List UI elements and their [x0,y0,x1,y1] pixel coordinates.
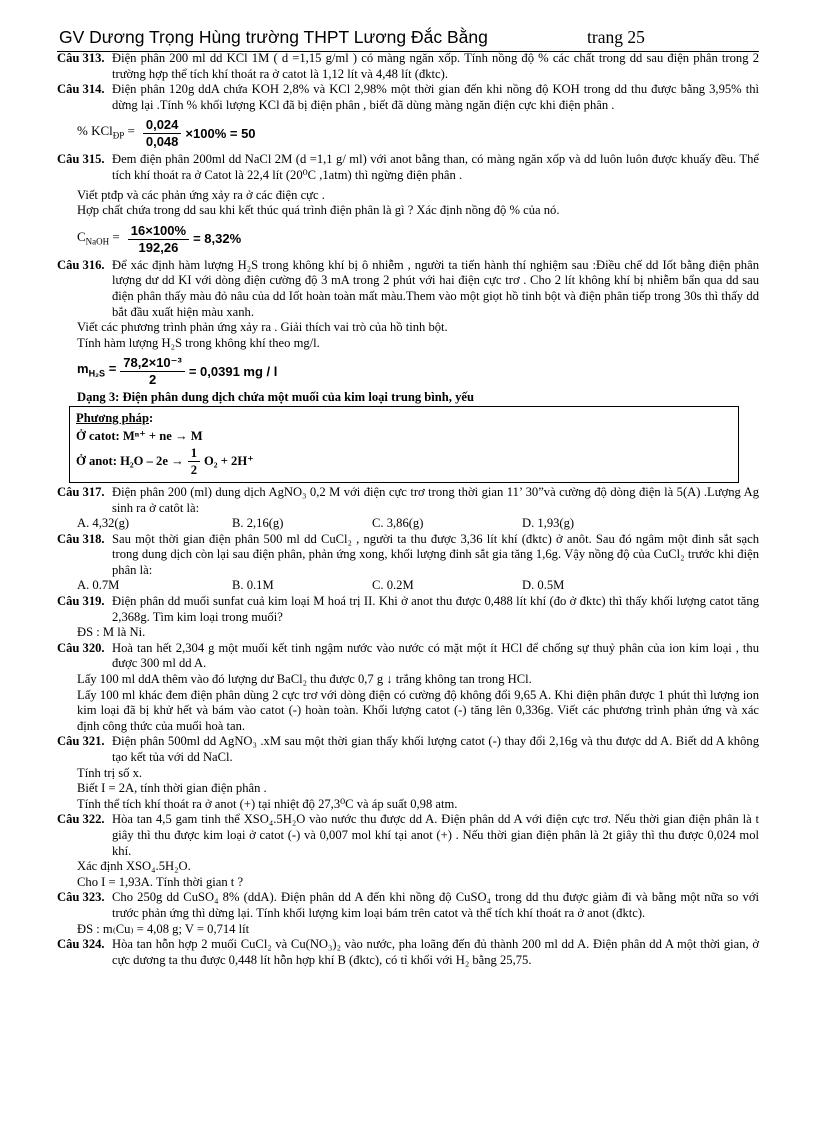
formula-315: $C_{NaOH}$ = $\frac{16\times 100\%}{192,26}$ = 8,32% [77,222,242,255]
answer-line: ĐS : M là Ni. [77,625,146,640]
question-text: Để xác định hàm lượng H₂S trong không khí bị ô nhiễm , người ta tiến hành thí nghiệm sau :Điều chế dd Iốt bằng điện phân lượng dư dd KI với dòng điện cường độ 3 mA trong 2 phút với hai điện cực trơ . Cho 2 lít không khí bị nhiễm bẩn qua dd sau điện phân thấy màu đỏ nâu của dd Iốt hoàn toàn mất màu.Them vào một giọt hồ tinh bột và điện phân tiếp trong 30s thì thấy dd bắt đầu xuất hiện màu xanh. [112,257,759,319]
question-322 [57,812,759,859]
question-text: Điện phân 500ml dd AgNO₃ .xM sau một thời gian thấy khối lượng catot (-) thay đổi 2,16g và thu được dd A. Biết dd A không tạo kết tủa với dd NaCl. [112,734,759,764]
numerator: 78,2×10⁻³ [120,355,185,372]
question-line: Biết I = 2A, tính thời gian điện phân . [77,781,267,796]
denominator: 192,26 [138,239,179,255]
question-number: Câu 322. [57,812,105,827]
question-number: Câu 314. [57,82,105,97]
page-header [57,25,759,52]
content [57,51,759,968]
answer-a: A. 0.7M [77,578,120,593]
question-number: Câu 315. [57,152,105,167]
answer-c: C. 0.2M [372,578,414,593]
question-324 [57,937,759,968]
question-number: Câu 321. [57,734,105,749]
question-text: Điện phân dd muối sunfat cuả kim loại M hoá trị II. Khi ở anot thu được 0,488 lít khí (đo ở đktc) thì thấy khối lượng catot tăng 2,368g. Tìm kim loại trong muối? [112,594,759,624]
formula-sub: ĐP [112,130,125,141]
denominator: 0,048 [145,134,179,150]
answer-options [57,578,759,594]
question-text: Đem điện phân 200ml dd NaCl 2M (d =1,1 g/ ml) với anot bằng than, có màng ngăn xốp và dd luôn luôn được khuấy đều. Thể tích khí thoát ra ở Catot là 22,4 lít (20⁰C ,1atm) thì ngừng điện phân . [112,152,759,182]
question-line: Cho I = 1,93A. Tính thời gian t ? [77,874,244,889]
answer-a: A. 4,32(g) [77,516,130,531]
answer-b: B. 2,16(g) [232,516,284,531]
question-line: Viết các phương trình phản ứng xảy ra . Giải thích vai trò của hồ tinh bột. [77,320,448,335]
numerator: 16×100% [128,223,189,240]
cathode-equation: Mⁿ⁺ + ne → M [122,428,203,443]
answer-options [57,516,759,532]
question-line: Lấy 100 ml ddA thêm vào đó lượng dư BaCl₂ thu được 0,7 g ↓ trắng không tan trong HCl. [77,672,532,687]
answer-b: B. 0.1M [232,578,274,593]
question-number: Câu 319. [57,594,105,609]
question-318 [57,532,759,579]
numerator: 1 [188,445,200,462]
question-text: Hòa tan hỗn hợp 2 muối CuCl₂ và Cu(NO₃)₂ vào nước, pha loãng đến đủ thành 200 ml dd A. Điện phân dd A một thời gian, ở cực dương ta thu được 0,448 lít hỗn hợp khí B (đktc), có tỉ khối với H₂ bằng 25,75. [112,937,759,967]
denominator: 2 [148,372,157,388]
question-315 [57,152,759,183]
question-text: Cho 250g dd CuSO₄ 8% (ddA). Điện phân dd A đến khi nồng độ CuSO₄ trong dd thu được giảm đi và bằng một nữa so với trước phản ứng thì dừng lại. Tính khối lượng kim loại bám trên catot và thể tích khí thoát ra ở anot (đktc). [112,890,759,920]
question-text: Điện phân 200 (ml) dung dịch AgNO₃ 0,2 M với điện cực trơ trong thời gian 11’ 30”và cường độ dòng điện là 5(A) .Lượng Ag sinh ra ở catôt là: [112,484,759,515]
formula-result: = 8,32% [193,231,242,247]
answer-d: D. 0.5M [522,578,565,593]
question-line: Tính thể tích khí thoát ra ở anot (+) tại nhiệt độ 27,3⁰C và áp suất 0,98 atm. [77,796,458,811]
formula-label: m [77,361,89,377]
question-text: Điện phân 120g ddA chứa KOH 2,8% và KCl 2,98% một thời gian đến khi nồng độ KOH trong dd thu được bằng 3,95% thì dừng lại .Tính % khối lượng KCl đã bị điện phân , biết đã dùng màng ngăn điện cực khi điện phân . [112,82,759,112]
question-319 [57,594,759,625]
method-title: Phương pháp [76,410,149,425]
cathode-label: Ở catot: [76,428,120,443]
question-number: Câu 320. [57,640,105,655]
question-number: Câu 318. [57,531,105,546]
anode-equation-right: O₂ + 2H⁺ [203,454,254,469]
denominator: 2 [190,462,197,477]
formula-314: % KCl$_{ĐP}$ = $\frac{0,024}{0,048}$ ×100% = 50 [77,117,256,150]
question-line: Viết ptđp và các phản ứng xảy ra ở các điện cực . [77,187,325,202]
question-line: Lấy 100 ml khác đem điện phân dùng 2 cực trơ với dòng điện có cường độ không đổi 9,65 A. Khi điện phân được 1 phút thì lượng ion kim loại đã bị khử hết và bám vào catot (-) hoàn toàn. Khối lượng catot (-) tăng lên 0,336g. Viết các phương trình phản ứng và xác định công thức của muối hoà tan. [77,687,759,733]
question-314 [57,82,759,113]
question-320 [57,641,759,672]
formula-316: $m_{H_2S}$ = $\frac{\text{78,2×10⁻³}}{2}$ = 0,0391 mg / l [77,355,278,388]
question-316 [57,258,759,320]
answer-c: C. 3,86(g) [372,516,424,531]
formula-sub: NaOH [85,236,110,247]
formula-result: ×100% = 50 [185,126,256,142]
question-313 [57,51,759,82]
answer-line: ĐS : m₍Cu₎ = 4,08 g; V = 0,714 lít [77,921,250,936]
question-line: Tính trị số x. [77,765,143,780]
anode-label: Ở anot: [76,454,117,469]
question-line: Tính hàm lượng H₂S trong không khí theo mg/l. [77,335,320,350]
formula-label: % KCl [77,123,113,139]
question-text: Điện phân 200 ml dd KCl 1M ( d =1,15 g/ml ) có màng ngăn xốp. Tính nồng độ % các chất trong dd sau điện phân trong 2 trường hợp thể tích khí thoát ra ở catot là 1,12 lít và 4,48 lít (đktc). [112,51,759,81]
section-heading: Dạng 3: Điện phân dung dịch chứa một muối của kim loại trung bình, yếu [77,390,474,405]
answer-d: D. 1,93(g) [522,516,575,531]
question-number: Câu 313. [57,51,105,65]
question-text: Hoà tan hết 2,304 g một muối kết tinh ngậm nước vào nước có mặt một ít HCl để chống sự thuỷ phân của ion kim loại , thu được 300 ml dd A. [112,640,759,671]
page-number: trang 25 [587,27,645,47]
numerator: 0,024 [143,117,182,134]
anode-equation-left: H₂O – 2e → [120,454,184,469]
formula-sub: H₂S [88,368,106,379]
question-line: Xác định XSO₄.5H₂O. [77,859,191,874]
question-number: Câu 317. [57,484,105,499]
method-box: Phương pháp : Ở catot: Mⁿ⁺ + ne → M Ở anot: H₂O – 2e → $\frac{1}{2}$ O₂ + 2H⁺ [69,406,739,483]
question-line: Hợp chất chứa trong dd sau khi kết thúc quá trình điện phân là gì ? Xác định nồng độ % của nó. [77,203,560,218]
question-number: Câu 323. [57,890,105,905]
question-text: Hòa tan 4,5 gam tinh thể XSO₄.5H₂O vào nước thu được dd A. Điện phân dd A với điện cực trơ. Nếu thời gian điện phân là t giây thì thu được kim loại ở catot (-) và 0,007 mol khí tại anot (+) . Nếu thời gian điện phân là 2t giây thì thu được 0,024 mol khí. [112,812,759,858]
formula-label: C [77,228,86,244]
question-317 [57,485,759,516]
header-title: GV Dương Trọng Hùng trường THPT Lương Đắc Bằng [59,27,488,47]
formula-result: = 0,0391 mg / l [188,364,278,380]
question-number: Câu 316. [57,257,105,272]
question-number: Câu 324. [57,937,105,952]
question-321 [57,734,759,765]
question-text: Sau một thời gian điện phân 500 ml dd CuCl₂ , người ta thu được 3,36 lít khí (đktc) ở anôt. Sau đó ngâm một đinh sắt sạch trong dung dịch còn lại sau điện phân, phản ứng xong, khối lượng đinh sắt gia tăng 1,6g. Vậy nồng độ của CuCl₂ trước khi điện phân là: [112,531,759,577]
question-323 [57,890,759,921]
